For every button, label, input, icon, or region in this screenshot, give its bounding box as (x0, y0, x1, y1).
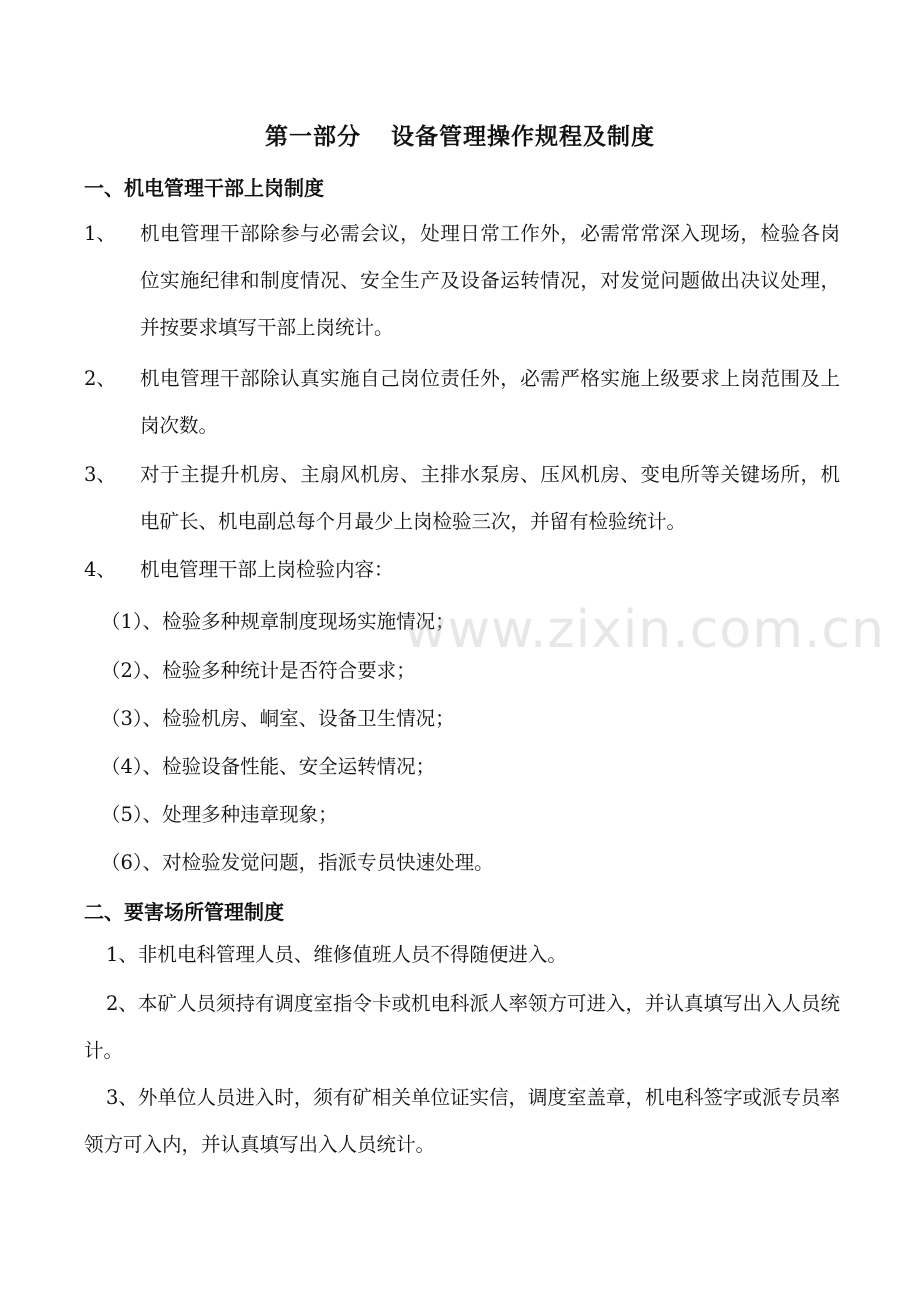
subitem-2: （2）、检验多种统计是否符合要求； (101, 659, 416, 682)
title-name: 设备管理操作规程及制度 (391, 123, 655, 150)
watermark: www.zixin.com.cn (404, 600, 885, 660)
section-1-heading: 一、机电管理干部上岗制度 (84, 176, 324, 200)
subitem-3: （3）、检验机房、峒室、设备卫生情况； (101, 707, 455, 730)
section-2-item-1: 1、非机电科管理人员、维修值班人员不得随便进入。 (106, 943, 567, 966)
subitem-6: （6）、对检验发觉问题，指派专员快速处理。 (101, 851, 494, 874)
item-1-text: 机电管理干部除参与必需会议，处理日常工作外，必需常常深入现场，检验各岗位实施纪律和制度情况、安全生产及设备运转情况，对发觉问题做出决议处理，并按要求填写干部上岗统计。 (140, 222, 840, 339)
section-2-heading: 二、要害场所管理制度 (84, 900, 284, 924)
item-3-text: 对于主提升机房、主扇风机房、主排水泵房、压风机房、变电所等关键场所，机电矿长、机电副总每个月最少上岗检验三次，并留有检验统计。 (140, 463, 840, 533)
item-4-number: 4、 (84, 558, 116, 581)
section-2-item-2: 2、本矿人员须持有调度室指令卡或机电科派人率领方可进入，并认真填写出入人员统计。 (84, 992, 840, 1062)
page-title (0, 118, 920, 151)
item-3-number: 3、 (84, 463, 116, 486)
item-2-number: 2、 (84, 367, 116, 390)
subitem-4: （4）、检验设备性能、安全运转情况； (101, 755, 436, 778)
item-2-text: 机电管理干部除认真实施自己岗位责任外，必需严格实施上级要求上岗范围及上岗次数。 (140, 367, 840, 437)
subitem-1: （1）、检验多种规章制度现场实施情况； (101, 610, 455, 633)
subitem-5: （5）、处理多种违章现象； (101, 803, 338, 826)
item-1-number: 1、 (84, 222, 116, 245)
section-2-item-3: 3、外单位人员进入时，须有矿相关单位证实信，调度室盖章，机电科签字或派专员率领方可入内，并认真填写出入人员统计。 (84, 1086, 840, 1156)
item-4-text: 机电管理干部上岗检验内容： (140, 558, 394, 581)
title-part: 第一部分 (265, 123, 361, 150)
